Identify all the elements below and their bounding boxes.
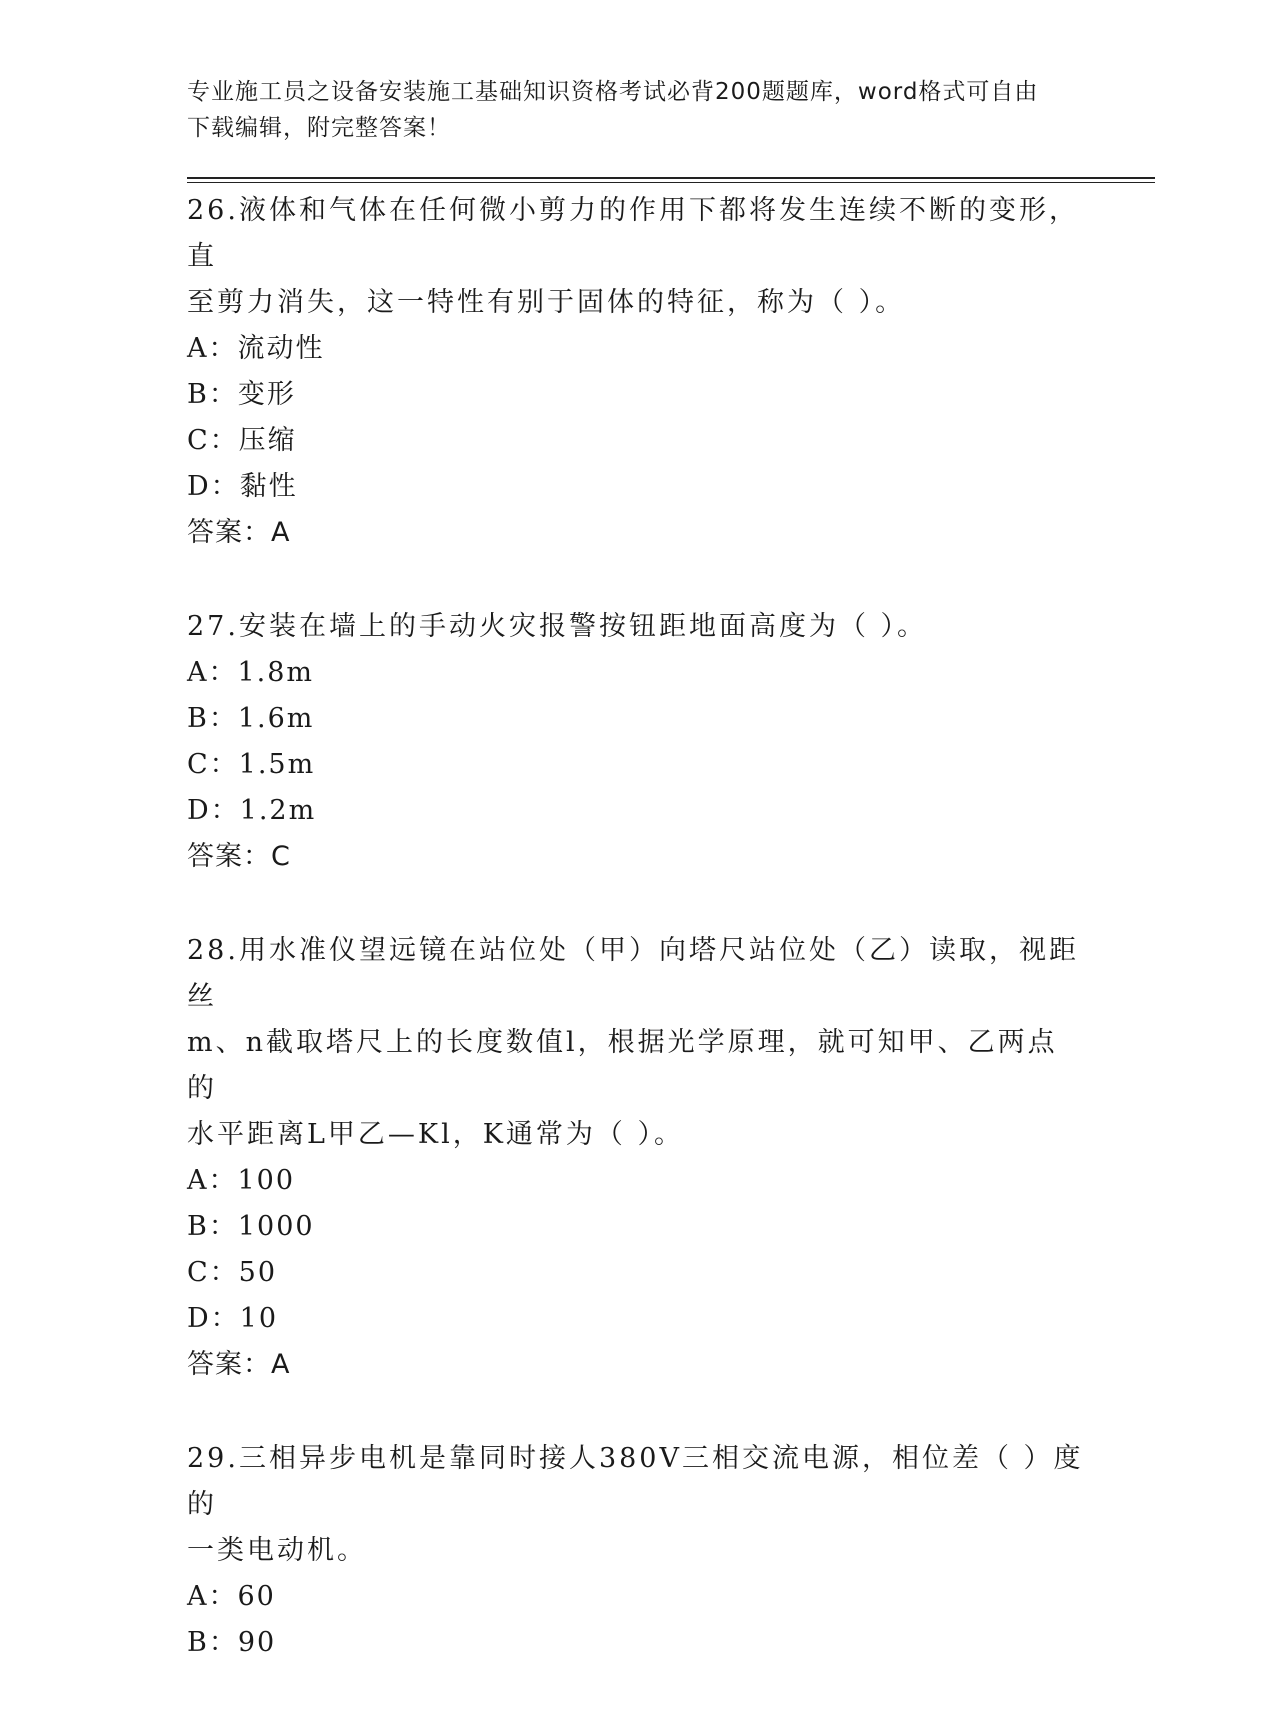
option-d: D：黏性 — [187, 471, 298, 502]
question-26 — [187, 188, 1087, 556]
option-d: D：1.2m — [187, 795, 317, 826]
option-c: C：50 — [187, 1257, 278, 1288]
option-b: B：变形 — [187, 379, 296, 410]
option-d: D：10 — [187, 1303, 279, 1334]
answer: 答案：C — [187, 841, 291, 872]
option-c: C：1.5m — [187, 749, 316, 780]
header-divider-thick — [187, 177, 1155, 179]
question-29 — [187, 1436, 1087, 1666]
header-line-1: 专业施工员之设备安装施工基础知识资格考试必背200题题库，word格式可自由 — [187, 79, 1039, 105]
answer: 答案：A — [187, 1349, 291, 1380]
question-text: 水平距离L甲乙—Kl，K通常为（ ）。 — [187, 1119, 684, 1150]
question-text: 至剪力消失，这一特性有别于固体的特征，称为（ ）。 — [187, 287, 906, 318]
question-text: 一类电动机。 — [187, 1535, 367, 1566]
question-list — [187, 188, 1087, 1714]
answer: 答案：A — [187, 517, 291, 548]
header-line-2: 下载编辑，附完整答案！ — [187, 115, 451, 141]
question-text: 28.用水准仪望远镜在站位处（甲）向塔尺站位处（乙）读取，视距丝 — [187, 935, 1079, 1012]
option-a: A：100 — [187, 1165, 296, 1196]
question-text: m、n截取塔尺上的长度数值l，根据光学原理，就可知甲、乙两点的 — [187, 1027, 1058, 1104]
option-c: C：压缩 — [187, 425, 297, 456]
document-header — [187, 74, 1087, 146]
option-b: B：1.6m — [187, 703, 315, 734]
header-divider-thin — [187, 182, 1155, 183]
question-27 — [187, 604, 1087, 880]
question-text: 29.三相异步电机是靠同时接人380V三相交流电源，相位差（ ）度的 — [187, 1443, 1084, 1520]
question-28 — [187, 928, 1087, 1388]
option-b: B：1000 — [187, 1211, 315, 1242]
option-a: A：流动性 — [187, 333, 325, 364]
option-b: B：90 — [187, 1627, 277, 1658]
option-a: A：1.8m — [187, 657, 315, 688]
question-text: 27.安装在墙上的手动火灾报警按钮距地面高度为（ ）。 — [187, 611, 928, 642]
question-text: 26.液体和气体在任何微小剪力的作用下都将发生连续不断的变形，直 — [187, 195, 1079, 272]
option-a: A：60 — [187, 1581, 276, 1612]
